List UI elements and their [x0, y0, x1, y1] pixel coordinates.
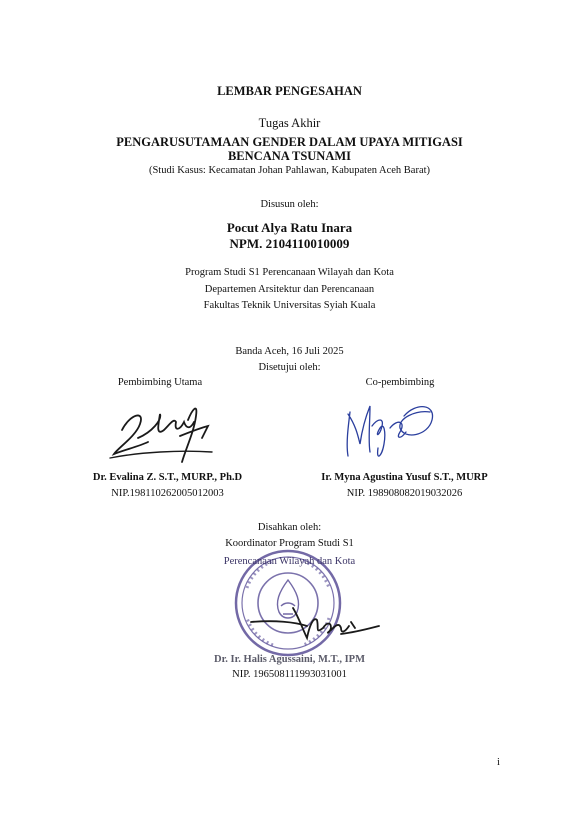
document-type: Tugas Akhir [258, 116, 321, 130]
co-supervisor-name: Ir. Myna Agustina Yusuf S.T., MURP [321, 472, 488, 483]
coordinator-signature [245, 598, 385, 648]
coordinator-nip: NIP. 196508111993031001 [232, 669, 347, 680]
co-supervisor-nip: NIP. 198908082019032026 [346, 488, 463, 499]
thesis-title-line-1: PENGARUSUTAMAAN GENDER DALAM UPAYA MITIGASI [116, 135, 463, 149]
faculty-name: Fakultas Teknik Universitas Syiah Kuala [203, 300, 376, 311]
program-name: Program Studi S1 Perencanaan Wilayah dan Kota [185, 267, 394, 278]
supervisor-main-signature [100, 392, 220, 472]
approved-by-label: Disetujui oleh: [258, 362, 321, 373]
supervisor-role-co: Co-pembimbing [365, 377, 435, 388]
coordinator-name: Dr. Ir. Halis Agussaini, M.T., IPM [213, 654, 365, 665]
supervisor-role-main: Pembimbing Utama [117, 377, 203, 388]
case-study: (Studi Kasus: Kecamatan Johan Pahlawan, Kabupaten Aceh Barat) [148, 165, 431, 176]
department-name: Departemen Arsitektur dan Perencanaan [204, 284, 375, 295]
co-supervisor-signature [340, 392, 440, 472]
page-heading: LEMBAR PENGESAHAN [217, 84, 362, 98]
coordinator-role-line-1: Koordinator Program Studi S1 [225, 538, 354, 549]
author-npm: NPM. 2104110010009 [229, 236, 350, 251]
supervisor-main-nip: NIP.198110262005012003 [111, 488, 224, 499]
supervisor-main-name: Dr. Evalina Z. S.T., MURP., Ph.D [92, 472, 243, 483]
page-number: i [497, 757, 500, 768]
place-date: Banda Aceh, 16 Juli 2025 [235, 346, 344, 357]
author-name: Pocut Alya Ratu Inara [226, 220, 353, 235]
thesis-title-line-2: BENCANA TSUNAMI [227, 149, 352, 163]
prepared-by-label: Disusun oleh: [260, 199, 319, 210]
ratified-by-label: Disahkan oleh: [257, 522, 322, 533]
coordinator-role-line-2: Perencanaan Wilayah dan Kota [223, 556, 356, 567]
